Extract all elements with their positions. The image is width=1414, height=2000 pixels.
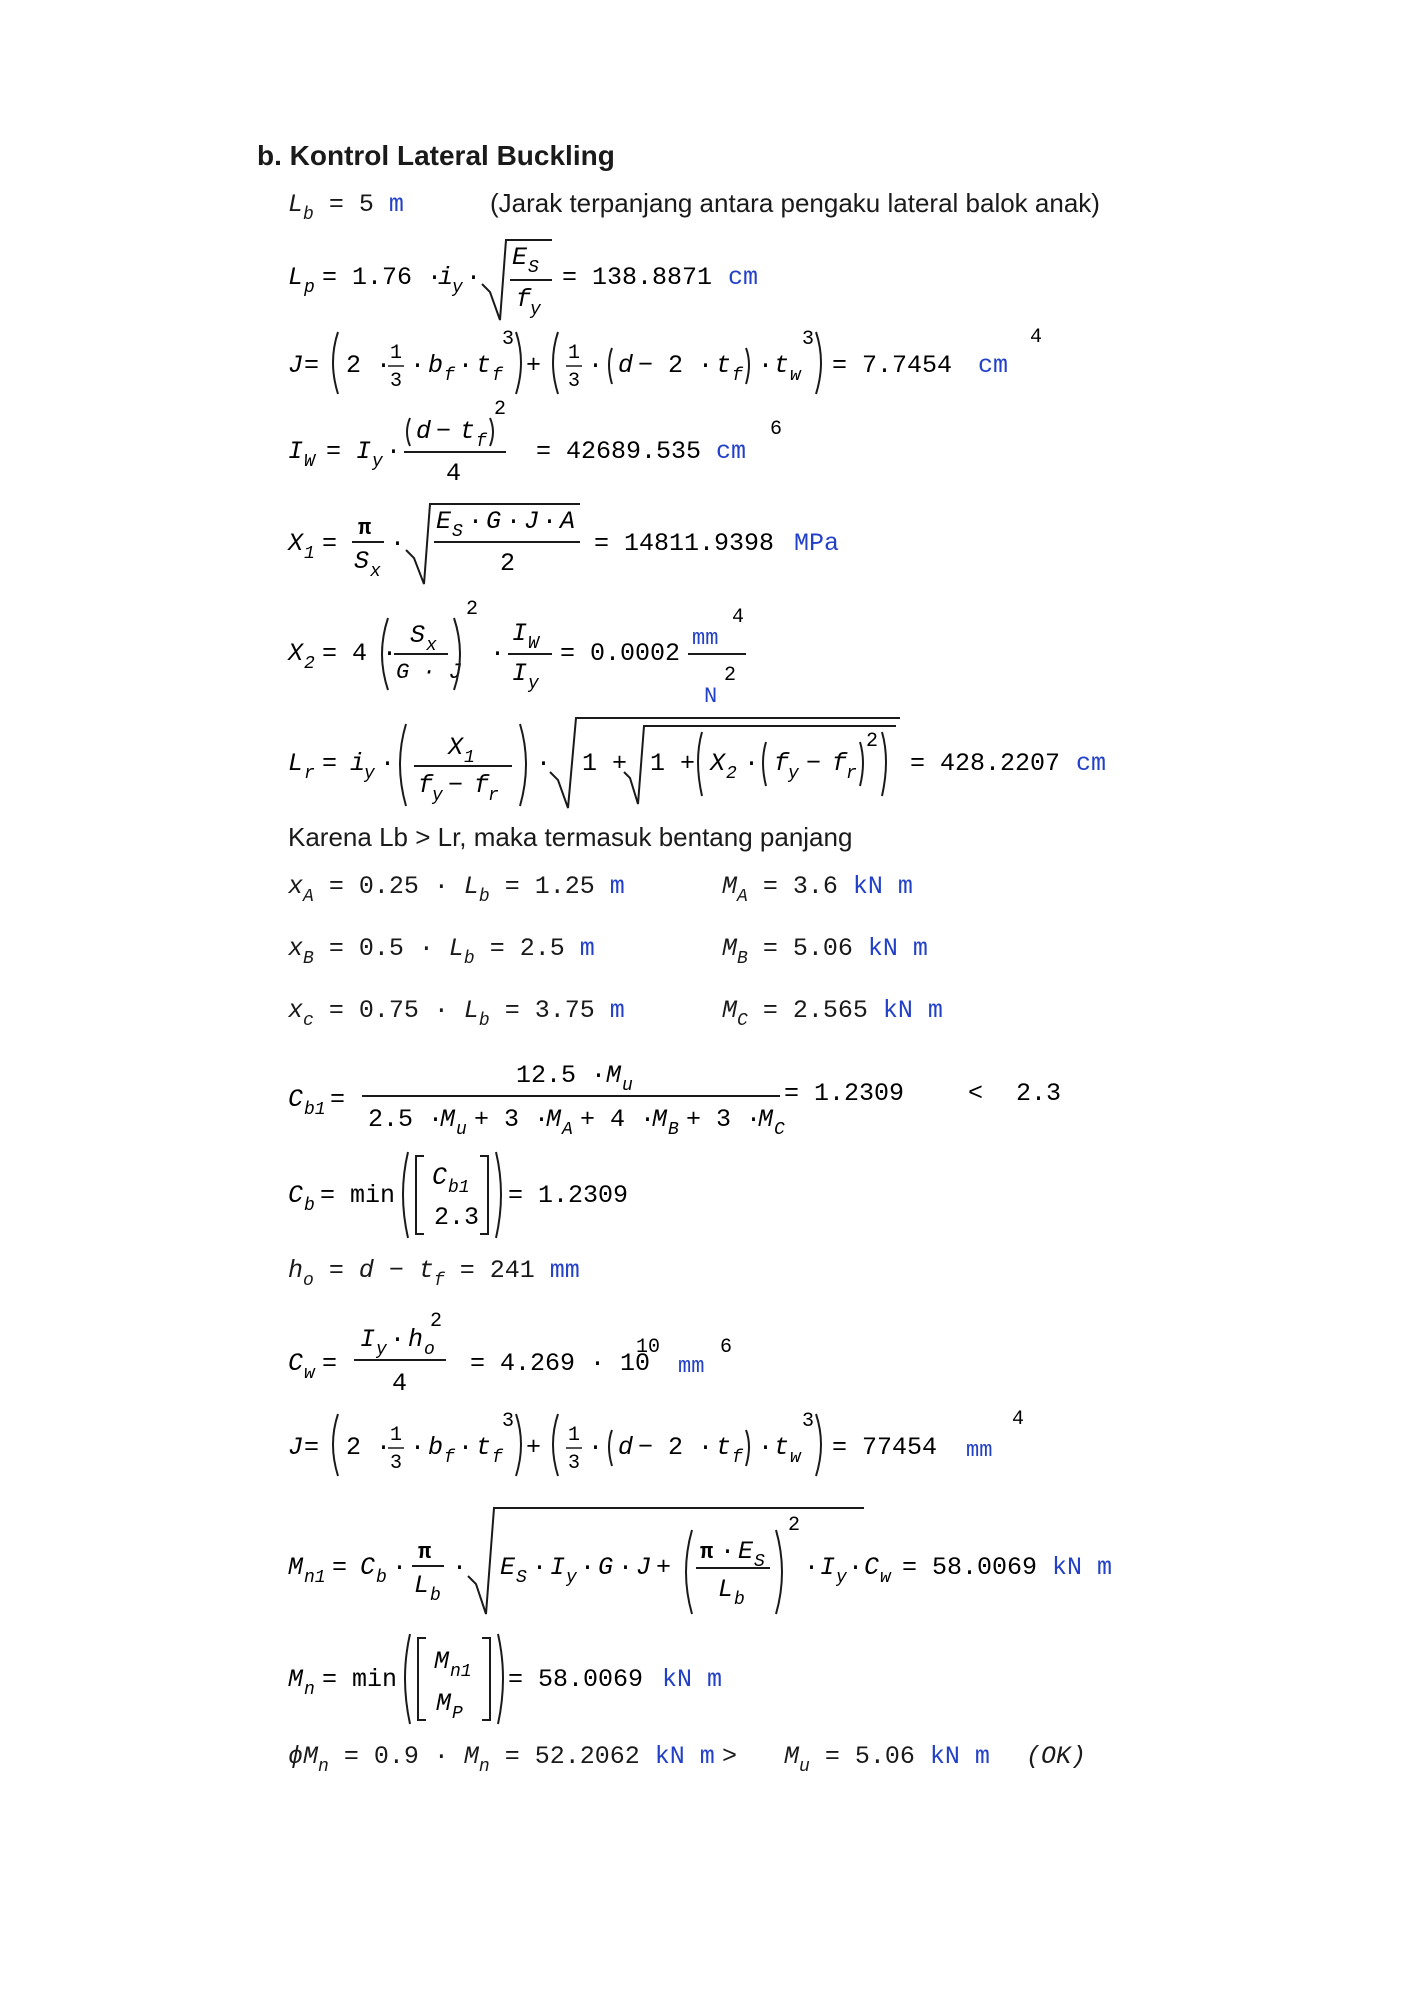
svg-text:w: w (790, 366, 801, 386)
svg-text:t: t (460, 417, 476, 446)
lb-equation: $L_b = 5$ m (288, 190, 404, 225)
svg-text:4: 4 (1030, 326, 1043, 349)
svg-text:3: 3 (390, 1452, 403, 1475)
svg-text:J: J (288, 351, 304, 380)
svg-text:<: < (968, 1079, 984, 1108)
svg-text:G · J: G · J (396, 660, 463, 685)
svg-text:·: · (758, 1433, 774, 1462)
svg-text:3: 3 (390, 370, 403, 393)
svg-text:W: W (304, 452, 315, 472)
svg-text:M: M (758, 1105, 774, 1134)
svg-text:b: b (428, 351, 444, 380)
svg-text:G: G (486, 507, 502, 536)
svg-text:2: 2 (788, 1514, 801, 1537)
svg-text:π: π (418, 1540, 432, 1565)
svg-text:b: b (428, 1433, 444, 1462)
svg-text:y: y (432, 786, 443, 806)
svg-text:4: 4 (446, 459, 462, 488)
svg-text:−: − (436, 417, 452, 446)
svg-text:·: · (392, 1553, 408, 1582)
svg-text:t: t (716, 351, 732, 380)
svg-text:b1: b1 (448, 1178, 470, 1198)
svg-text:2.3: 2.3 (1016, 1079, 1062, 1108)
svg-text:r: r (846, 764, 857, 784)
svg-text:π: π (700, 1540, 714, 1565)
svg-text:n: n (304, 1680, 315, 1700)
ok-status: (OK) (1026, 1742, 1087, 1771)
svg-text:o: o (424, 1340, 435, 1360)
svg-text:X: X (288, 639, 304, 668)
lb-note: (Jarak terpanjang antara pengaku lateral balok anak) (490, 188, 1100, 218)
svg-text:= 14811.9398: = 14811.9398 (594, 529, 775, 558)
svg-text:C: C (288, 1085, 304, 1114)
svg-text:= 138.8871: = 138.8871 (562, 263, 713, 292)
svg-text:MPa: MPa (794, 529, 840, 558)
svg-text:+: + (526, 1433, 542, 1462)
xb-equation: $x_B = 0.5 \cdot L_b = 2.5$ m (288, 934, 595, 969)
svg-text:E: E (500, 1553, 516, 1582)
svg-text:+: + (656, 1553, 672, 1582)
svg-text:b: b (430, 1586, 441, 1606)
svg-text:L: L (288, 263, 304, 292)
svg-text:kN m: kN m (1052, 1553, 1113, 1582)
svg-text:3: 3 (568, 370, 581, 393)
svg-text:1: 1 (568, 342, 581, 365)
section-title: b. Kontrol Lateral Buckling (257, 140, 615, 171)
svg-text:S: S (410, 621, 426, 650)
svg-text:y: y (566, 1568, 577, 1588)
svg-text:mm: mm (692, 626, 719, 651)
svg-text:t: t (476, 351, 492, 380)
cb1-equation (280, 1052, 1100, 1144)
mn-equation (280, 1628, 780, 1728)
svg-text:y: y (530, 300, 541, 320)
svg-text:·: · (390, 1325, 406, 1354)
svg-text:3: 3 (568, 1452, 581, 1475)
svg-text:cm: cm (1076, 749, 1107, 778)
svg-text:A: A (562, 1120, 573, 1140)
svg-text:b1: b1 (304, 1100, 326, 1120)
svg-text:E: E (512, 243, 528, 272)
svg-text:2.3: 2.3 (434, 1203, 480, 1232)
svg-text:f: f (732, 1448, 743, 1468)
svg-text:M: M (606, 1061, 622, 1090)
svg-text:·: · (536, 749, 552, 778)
svg-text:y: y (836, 1568, 847, 1588)
svg-text:2: 2 (726, 764, 737, 784)
svg-text:1: 1 (464, 748, 475, 768)
svg-text:= 7.7454: = 7.7454 (832, 351, 953, 380)
svg-text:=: = (304, 1433, 320, 1462)
svg-text:I: I (288, 437, 304, 466)
svg-text:t: t (774, 1433, 790, 1462)
svg-text:y: y (372, 452, 383, 472)
svg-text:·: · (468, 507, 484, 536)
svg-text:C: C (288, 1181, 304, 1210)
svg-text:6: 6 (720, 1336, 733, 1359)
svg-text:y: y (528, 674, 539, 694)
svg-text:=: = (322, 1349, 338, 1378)
svg-text:N: N (704, 684, 718, 709)
svg-text:·: · (580, 1553, 596, 1582)
svg-text:4: 4 (732, 606, 745, 629)
svg-text:+ 3 ·: + 3 · (686, 1105, 762, 1134)
svg-text:M: M (288, 1553, 304, 1582)
svg-text:x: x (370, 562, 381, 582)
svg-text:= 4 ·: = 4 · (322, 639, 398, 668)
comparison-sign: > (722, 1742, 738, 1771)
svg-text:=: = (332, 1553, 348, 1582)
svg-text:= 4.269 · 10: = 4.269 · 10 (470, 1349, 651, 1378)
svg-text:f: f (832, 749, 848, 778)
svg-text:·: · (490, 639, 506, 668)
svg-text:X: X (288, 529, 304, 558)
svg-text:1: 1 (390, 1424, 403, 1447)
svg-text:·: · (506, 507, 522, 536)
svg-text:cm: cm (728, 263, 759, 292)
svg-text:S: S (528, 258, 539, 278)
svg-text:+ 3 ·: + 3 · (474, 1105, 550, 1134)
svg-text:·: · (390, 529, 406, 558)
lp-equation (280, 232, 840, 324)
svg-text:2.5 ·: 2.5 · (368, 1105, 444, 1134)
svg-text:P: P (452, 1704, 463, 1724)
svg-text:t: t (716, 1433, 732, 1462)
svg-text:A: A (560, 507, 576, 536)
svg-text:r: r (488, 786, 499, 806)
svg-text:f: f (492, 1448, 503, 1468)
svg-text:C: C (432, 1163, 448, 1192)
svg-text:·: · (458, 351, 474, 380)
svg-text:f: f (444, 366, 455, 386)
svg-text:= 0.0002: = 0.0002 (560, 639, 681, 668)
svg-text:W: W (528, 634, 539, 654)
svg-text:C: C (288, 1349, 304, 1378)
j-mm-equation (280, 1404, 1060, 1486)
xc-equation: $x_c = 0.75 \cdot L_b = 3.75$ m (288, 996, 625, 1031)
svg-text:·: · (410, 1433, 426, 1462)
svg-text:cm: cm (716, 437, 747, 466)
svg-text:M: M (434, 1647, 450, 1676)
svg-text:d: d (618, 1433, 634, 1462)
cb-equation (280, 1146, 780, 1242)
svg-text:f: f (732, 366, 743, 386)
svg-text:2 ·: 2 · (346, 351, 392, 380)
svg-text:i: i (350, 749, 366, 778)
mu-equation: $M_u = 5.06$ kN m (784, 1742, 990, 1777)
svg-text:3: 3 (502, 1410, 515, 1433)
svg-text:·: · (848, 1553, 864, 1582)
svg-text:M: M (440, 1105, 456, 1134)
svg-text:·: · (758, 351, 774, 380)
svg-text:=: = (326, 437, 342, 466)
svg-text:I: I (512, 659, 528, 688)
svg-text:−: − (806, 749, 822, 778)
svg-text:= 58.0069: = 58.0069 (902, 1553, 1038, 1582)
j-cm-equation (280, 322, 1060, 404)
svg-text:G: G (598, 1553, 614, 1582)
svg-text:d: d (416, 417, 432, 446)
svg-text:1 +: 1 + (650, 749, 696, 778)
svg-text:p: p (304, 278, 315, 298)
svg-text:w: w (880, 1568, 891, 1588)
svg-text:1 +: 1 + (582, 749, 628, 778)
svg-text:h: h (408, 1325, 424, 1354)
svg-text:w: w (790, 1448, 801, 1468)
svg-text:−: − (448, 771, 464, 800)
svg-text:·: · (532, 1553, 548, 1582)
svg-text:n1: n1 (304, 1568, 326, 1588)
svg-text:r: r (304, 764, 315, 784)
svg-text:f: f (476, 432, 487, 452)
svg-text:y: y (364, 764, 375, 784)
svg-text:− 2 ·: − 2 · (638, 351, 714, 380)
svg-text:·: · (744, 749, 760, 778)
svg-text:2: 2 (494, 400, 507, 421)
svg-text:·: · (588, 351, 604, 380)
svg-text:·: · (542, 507, 558, 536)
svg-text:M: M (546, 1105, 562, 1134)
svg-text:y: y (452, 278, 463, 298)
svg-text:·: · (380, 749, 396, 778)
svg-text:=: = (330, 1085, 346, 1114)
svg-text:2: 2 (500, 549, 516, 578)
xa-equation: $x_A = 0.25 \cdot L_b = 1.25$ m (288, 872, 625, 907)
svg-text:kN m: kN m (662, 1665, 723, 1694)
conclusion-text: Karena Lb > Lr, maka termasuk bentang panjang (288, 822, 853, 852)
svg-text:n1: n1 (450, 1662, 472, 1682)
svg-text:y: y (376, 1340, 387, 1360)
svg-text:·: · (588, 1433, 604, 1462)
svg-text:·: · (466, 263, 482, 292)
x2-equation (280, 592, 840, 712)
svg-text:C: C (774, 1120, 785, 1140)
svg-text:= 77454: = 77454 (832, 1433, 938, 1462)
svg-text:·: · (458, 1433, 474, 1462)
svg-text:y: y (788, 764, 799, 784)
svg-text:+: + (526, 351, 542, 380)
svg-text:cm: cm (978, 351, 1009, 380)
x1-equation (280, 496, 900, 588)
svg-text:10: 10 (636, 1336, 661, 1359)
svg-text:f: f (444, 1448, 455, 1468)
svg-text:= 1.2309: = 1.2309 (508, 1181, 629, 1210)
svg-text:C: C (864, 1553, 880, 1582)
mc-equation: $M_C = 2.565$ kN m (722, 996, 943, 1031)
svg-text:X: X (448, 733, 464, 762)
mn1-equation (280, 1500, 1140, 1626)
svg-text:L: L (414, 1571, 430, 1600)
svg-text:2: 2 (724, 664, 737, 687)
cw-equation (280, 1300, 840, 1400)
svg-text:B: B (668, 1120, 679, 1140)
svg-text:= 58.0069: = 58.0069 (508, 1665, 644, 1694)
svg-text:3: 3 (802, 1410, 815, 1433)
svg-text:C: C (360, 1553, 376, 1582)
ho-equation: $h_o = d - t_f = 241$ mm (288, 1256, 580, 1291)
svg-text:6: 6 (770, 418, 783, 441)
svg-text:b: b (376, 1568, 387, 1588)
svg-text:f: f (774, 749, 790, 778)
svg-text:2 ·: 2 · (346, 1433, 392, 1462)
svg-text:I: I (820, 1553, 836, 1582)
svg-text:X: X (710, 749, 726, 778)
ma-equation: $M_A = 3.6$ kN m (722, 872, 913, 907)
svg-text:·: · (410, 351, 426, 380)
svg-text:·: · (386, 437, 402, 466)
svg-text:π: π (358, 516, 372, 541)
svg-text:·: · (452, 1553, 468, 1582)
svg-text:S: S (754, 1552, 765, 1572)
svg-text:f: f (474, 771, 490, 800)
svg-text:1: 1 (304, 544, 315, 564)
svg-text:=: = (304, 351, 320, 380)
svg-text:b: b (734, 1590, 745, 1610)
svg-text:I: I (356, 437, 372, 466)
svg-text:3: 3 (802, 328, 815, 351)
svg-text:2: 2 (430, 1310, 443, 1333)
svg-text:I: I (550, 1553, 566, 1582)
lr-equation (280, 710, 1140, 814)
iw-equation (280, 400, 840, 492)
svg-text:mm: mm (678, 1354, 705, 1379)
svg-text:f: f (492, 366, 503, 386)
svg-text:·: · (618, 1553, 634, 1582)
svg-text:I: I (512, 619, 528, 648)
svg-text:4: 4 (392, 1369, 408, 1398)
svg-text:L: L (718, 1575, 734, 1604)
svg-text:J: J (524, 507, 540, 536)
svg-text:u: u (622, 1076, 633, 1096)
svg-text:= 42689.535: = 42689.535 (536, 437, 702, 466)
svg-text:3: 3 (502, 328, 515, 351)
svg-text:b: b (304, 1196, 315, 1216)
svg-text:d: d (618, 351, 634, 380)
svg-text:M: M (288, 1665, 304, 1694)
svg-text:= 1.76 ·: = 1.76 · (322, 263, 443, 292)
svg-text:− 2 ·: − 2 · (638, 1433, 714, 1462)
svg-text:mm: mm (966, 1438, 993, 1463)
svg-text:M: M (436, 1689, 452, 1718)
svg-text:= min: = min (322, 1665, 398, 1694)
svg-text:J: J (288, 1433, 304, 1462)
svg-text:w: w (304, 1364, 315, 1384)
svg-text:t: t (476, 1433, 492, 1462)
svg-text:u: u (456, 1120, 467, 1140)
svg-text:t: t (774, 351, 790, 380)
svg-text:1: 1 (390, 342, 403, 365)
svg-text:=: = (322, 749, 338, 778)
svg-text:S: S (516, 1568, 527, 1588)
svg-text:2: 2 (304, 654, 315, 674)
svg-text:f: f (418, 771, 434, 800)
svg-text:S: S (354, 547, 370, 576)
svg-text:i: i (438, 263, 454, 292)
svg-text:L: L (288, 749, 304, 778)
svg-text:= 1.2309: = 1.2309 (784, 1079, 905, 1108)
svg-text:2: 2 (866, 730, 879, 753)
mb-equation: $M_B = 5.06$ kN m (722, 934, 928, 969)
svg-text:E: E (738, 1537, 754, 1566)
svg-text:+ 4 ·: + 4 · (580, 1105, 656, 1134)
svg-text:E: E (436, 507, 452, 536)
svg-text:12.5 ·: 12.5 · (516, 1061, 607, 1090)
svg-text:·: · (804, 1553, 820, 1582)
svg-text:f: f (516, 285, 532, 314)
svg-text:J: J (636, 1553, 652, 1582)
svg-text:x: x (426, 636, 437, 656)
svg-text:·: · (720, 1537, 736, 1566)
svg-text:S: S (452, 522, 463, 542)
svg-text:4: 4 (1012, 1408, 1025, 1431)
svg-text:=: = (322, 529, 338, 558)
svg-text:2: 2 (466, 598, 479, 621)
svg-text:M: M (652, 1105, 668, 1134)
svg-text:I: I (360, 1325, 376, 1354)
svg-text:= 428.2207: = 428.2207 (910, 749, 1061, 778)
svg-text:= min: = min (320, 1181, 396, 1210)
svg-text:1: 1 (568, 1424, 581, 1447)
phi-mn-equation: $\phi M_n = 0.9 \cdot M_n = 52.2062$ kN m (288, 1742, 715, 1777)
